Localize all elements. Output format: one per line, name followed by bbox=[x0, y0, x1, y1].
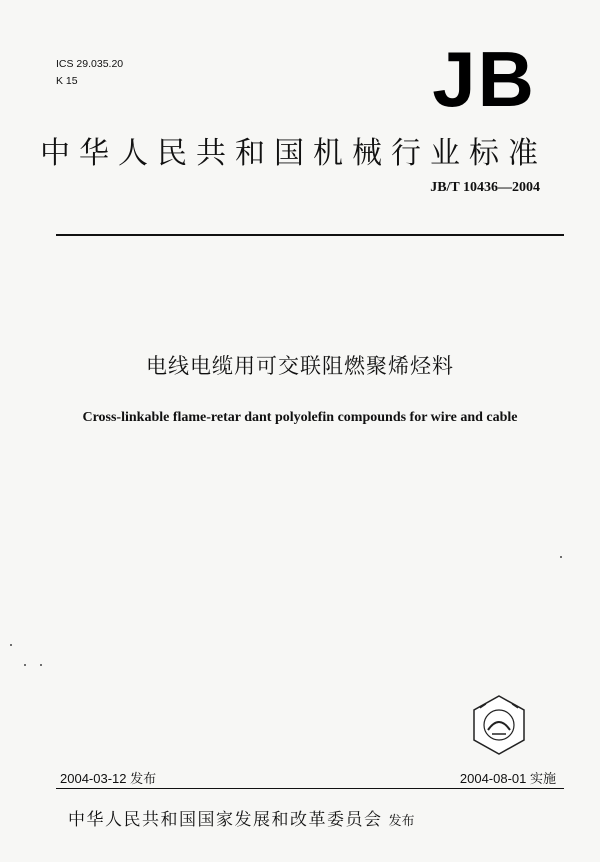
classification-block bbox=[56, 56, 123, 90]
standard-category-title: 中华人民共和国机械行业标准 bbox=[40, 136, 547, 171]
issuer-suffix: 发布 bbox=[388, 814, 415, 829]
footer-divider bbox=[56, 788, 564, 789]
speckle bbox=[24, 664, 26, 666]
issuer-line bbox=[68, 805, 415, 830]
header-divider bbox=[56, 234, 564, 236]
standard-number: JB/T 10436—2004 bbox=[430, 180, 540, 195]
implement-date: 2004-08-01 实施 bbox=[459, 771, 556, 786]
speckle bbox=[10, 644, 12, 646]
publisher-seal-icon bbox=[472, 694, 526, 756]
speckle bbox=[40, 664, 42, 666]
jb-logo bbox=[432, 35, 536, 123]
issuer-name: 中华人民共和国国家发展和改革委员会 bbox=[68, 810, 383, 830]
speckle bbox=[560, 556, 562, 558]
issue-date: 2004-03-12 发布 bbox=[60, 771, 157, 786]
document-title-en: Cross-linkable flame-retar dant polyolefin compounds for wire and cable bbox=[82, 410, 518, 425]
ccs-code: K 15 bbox=[56, 75, 78, 87]
ics-code: ICS 29.035.20 bbox=[56, 58, 124, 70]
document-title-cn: 电线电缆用可交联阻燃聚烯烃料 bbox=[146, 354, 454, 378]
jb-logo-text: JB bbox=[432, 35, 536, 123]
